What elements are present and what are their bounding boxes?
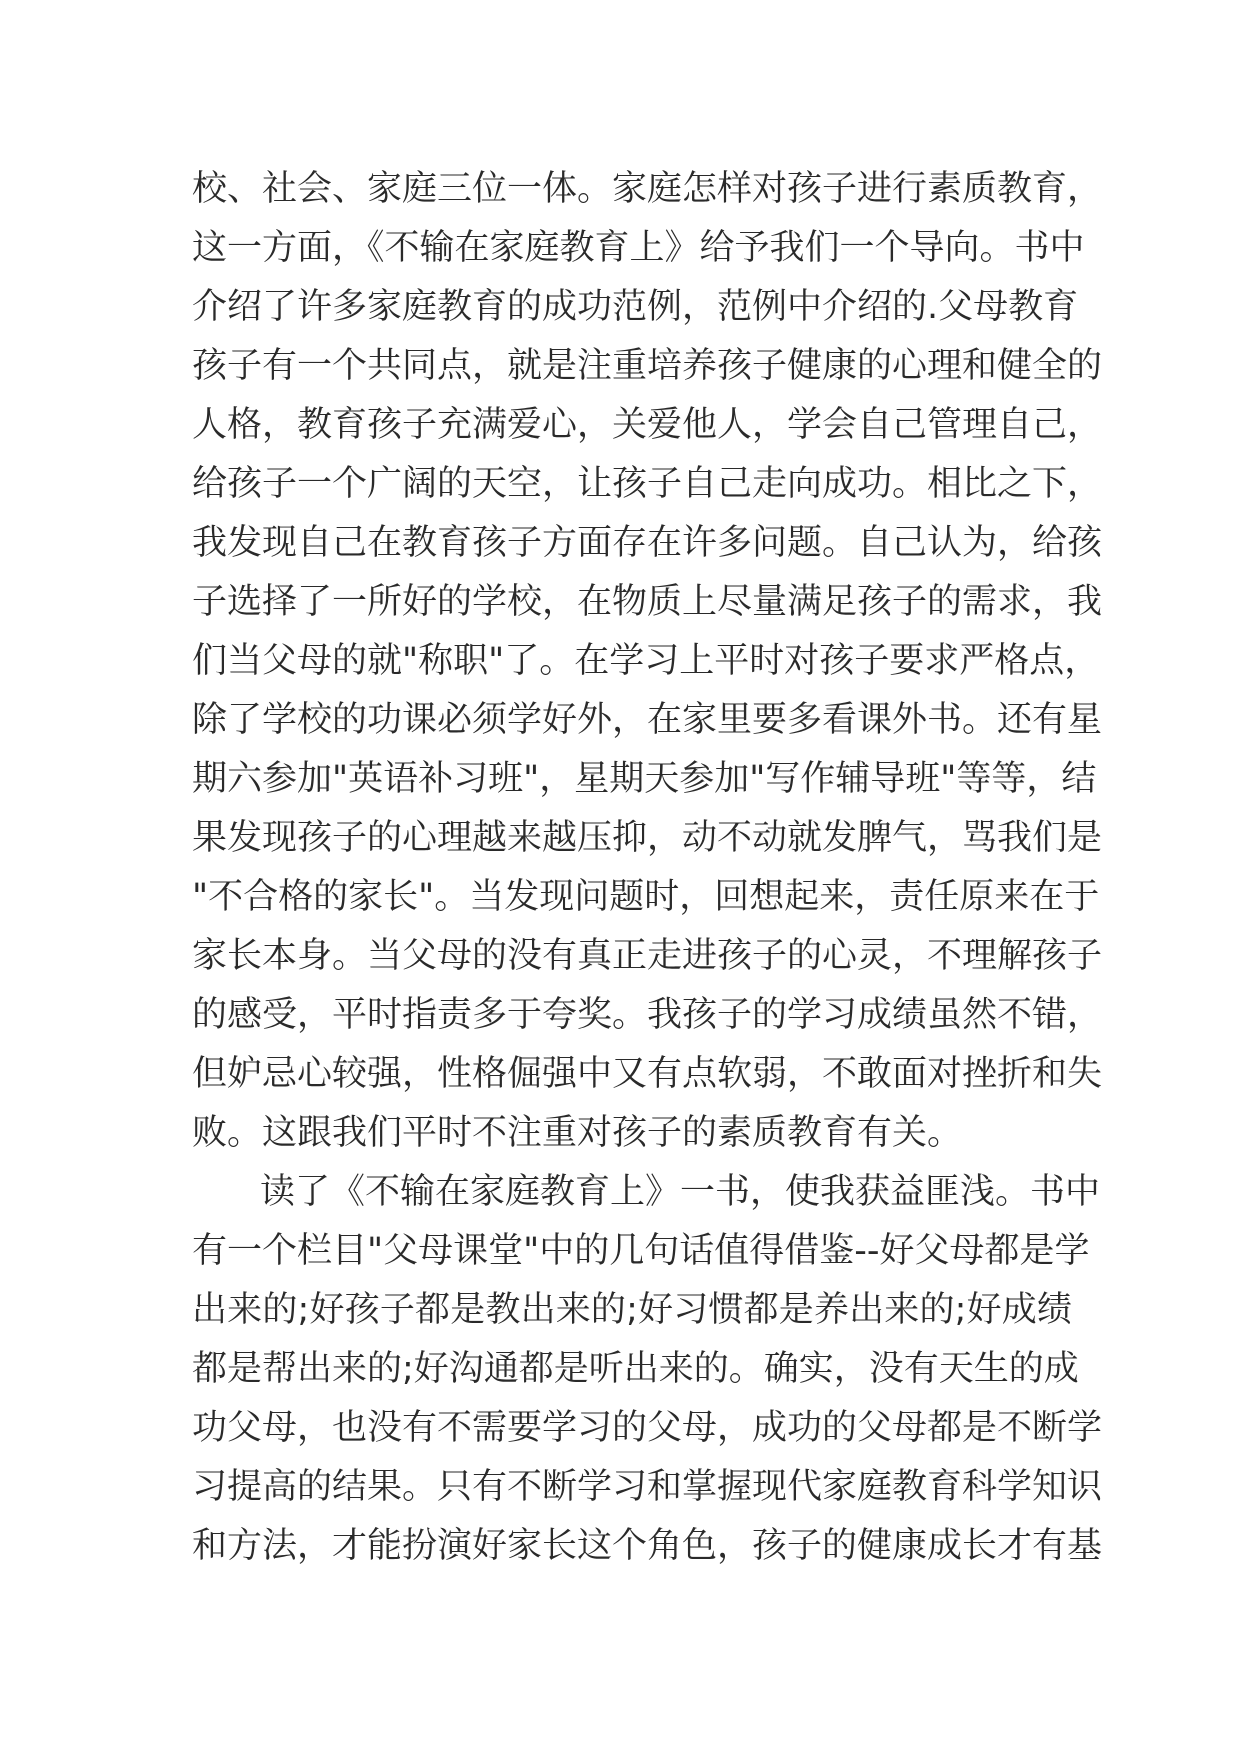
text-line: 的感受，平时指责多于夸奖。我孩子的学习成绩虽然不错， — [192, 995, 1103, 1035]
text-line: 和方法，才能扮演好家长这个角色，孩子的健康成长才有基 — [192, 1526, 1103, 1566]
text-line: 给孩子一个广阔的天空，让孩子自己走向成功。相比之下， — [192, 464, 1103, 504]
text-line: 果发现孩子的心理越来越压抑，动不动就发脾气，骂我们是 — [192, 818, 1103, 858]
text-line: 但妒忌心较强，性格倔强中又有点软弱，不敢面对挫折和失 — [192, 1054, 1103, 1094]
paragraph-end-line: 败。这跟我们平时不注重对孩子的素质教育有关。 — [192, 1113, 963, 1153]
body-text — [192, 160, 1103, 1576]
text-line: 都是帮出来的;好沟通都是听出来的。确实，没有天生的成 — [192, 1349, 1079, 1389]
text-line: 除了学校的功课必须学好外，在家里要多看课外书。还有星 — [192, 700, 1103, 740]
text-line: 我发现自己在教育孩子方面存在许多问题。自己认为，给孩 — [192, 523, 1103, 563]
text-line: 出来的;好孩子都是教出来的;好习惯都是养出来的;好成绩 — [192, 1290, 1072, 1330]
text-line: 期六参加"英语补习班"，星期天参加"写作辅导班"等等，结 — [192, 759, 1097, 799]
text-line: 们当父母的就"称职"了。在学习上平时对孩子要求严格点， — [192, 641, 1100, 681]
text-line: 家长本身。当父母的没有真正走进孩子的心灵，不理解孩子 — [192, 936, 1103, 976]
text-line: 校、社会、家庭三位一体。家庭怎样对孩子进行素质教育， — [192, 169, 1103, 209]
text-line: 人格，教育孩子充满爱心，关爱他人，学会自己管理自己， — [192, 405, 1103, 445]
text-line: 这一方面，《不输在家庭教育上》给予我们一个导向。书中 — [192, 228, 1085, 268]
text-line: "不合格的家长"。当发现问题时，回想起来，责任原来在于 — [192, 877, 1100, 917]
paragraph-start-line: 读了《不输在家庭教育上》一书，使我获益匪浅。书中 — [260, 1172, 1101, 1212]
text-line: 子选择了一所好的学校，在物质上尽量满足孩子的需求，我 — [192, 582, 1103, 622]
text-line: 孩子有一个共同点，就是注重培养孩子健康的心理和健全的 — [192, 346, 1103, 386]
text-line: 介绍了许多家庭教育的成功范例，范例中介绍的.父母教育 — [192, 287, 1079, 327]
text-line: 功父母，也没有不需要学习的父母，成功的父母都是不断学 — [192, 1408, 1103, 1448]
text-line: 习提高的结果。只有不断学习和掌握现代家庭教育科学知识 — [192, 1467, 1103, 1507]
text-line: 有一个栏目"父母课堂"中的几句话值得借鉴--好父母都是学 — [192, 1231, 1090, 1271]
